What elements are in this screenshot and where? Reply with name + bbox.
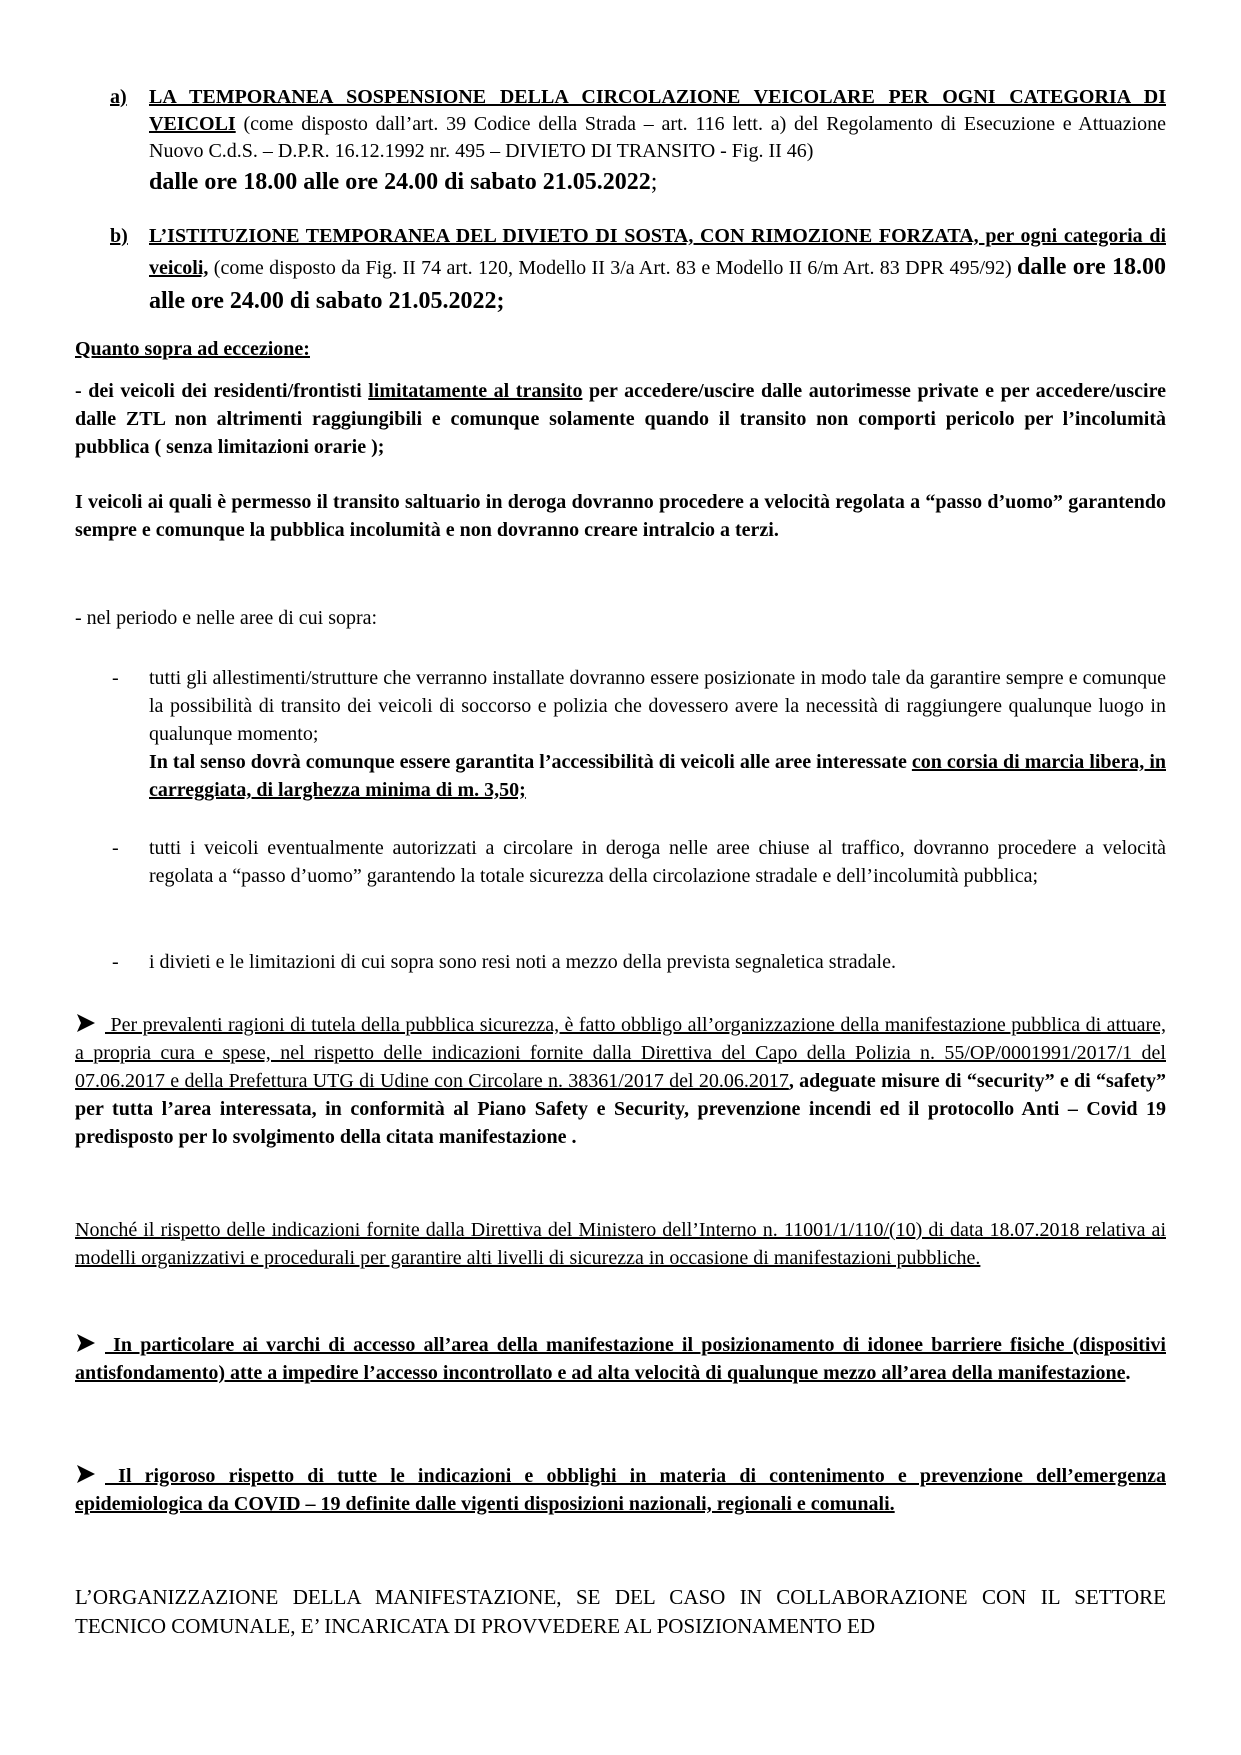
item-a-end: ; — [650, 169, 658, 195]
item-b-time: dalle ore 18.00 alle ore 24.00 di sabato 21.05.2022; — [149, 254, 1166, 314]
item-a — [110, 84, 1166, 199]
ministry-text: Nonché il rispetto delle indicazioni fornite dalla Direttiva del Ministero dell’Interno n. 11001/1/110/(10) di data 18.07.2018 relativa ai modelli organizzativi e procedurali per garantire alti livelli di sicurezza in occasione di manifestazioni pubbliche. — [75, 1219, 1166, 1269]
closing-text: L’ORGANIZZAZIONE DELLA MANIFESTAZIONE, SE DEL CASO IN COLLABORAZIONE CON IL SETTORE TECNICO COMUNALE, E’ INCARICATA DI PROVVEDERE AL POSIZIONAMENTO ED — [75, 1585, 1166, 1638]
item-a-time: dalle ore 18.00 alle ore 24.00 di sabato 21.05.2022 — [149, 169, 651, 195]
item-a-title: LA TEMPORANEA SOSPENSIONE DELLA CIRCOLAZIONE VEICOLARE PER OGNI CATEGORIA DI VEICOLI — [149, 86, 1166, 135]
ministry-paragraph — [75, 1216, 1166, 1272]
exception-1-underlined: limitatamente al transito — [368, 380, 583, 402]
exception-1 — [75, 377, 1166, 461]
barriers-end: . — [1125, 1362, 1131, 1384]
arrowhead-bullet-icon — [75, 1012, 97, 1034]
item-a-label: a) — [110, 86, 127, 108]
exception-heading-block — [75, 335, 1166, 363]
barriers-paragraph — [75, 1331, 1166, 1387]
arrowhead-bullet-icon — [75, 1332, 97, 1354]
bullet-1-bold-underlined: con corsia di marcia libera, in carreggiata, di larghezza minima di m. 3,50; — [149, 751, 1166, 801]
item-a-text: (come disposto dall’art. 39 Codice della Strada – art. 116 lett. a) del Regolamento di Esecuzione e Attuazione Nuovo C.d.S. – D.P.R. 16.12.1992 nr. 495 – DIVIETO DI TRANSITO - Fig. II 46) — [149, 113, 1166, 162]
covid-text: Il rigoroso rispetto di tutte le indicazioni e obblighi in materia di contenimento e prevenzione dell’emergenza epidemiologica da COVID – 19 definite dalle vigenti disposizioni nazionali, regionali e comunali. — [75, 1465, 1166, 1515]
bullet-1-bold: In tal senso dovrà comunque essere garantita l’accessibilità di veicoli alle aree interessate — [149, 751, 912, 773]
bullet-2-text: tutti i veicoli eventualmente autorizzati a circolare in deroga nelle aree chiuse al traffico, dovranno procedere a velocità regolata a “passo d’uomo” garantendo la totale sicurezza della circolazione stradale e dell’incolumità pubblica; — [149, 837, 1166, 887]
item-b-title: L’ISTITUZIONE TEMPORANEA DEL DIVIETO DI SOSTA, CON RIMOZIONE FORZATA, per ogni categoria di veicoli, — [149, 225, 1166, 279]
item-b-text: (come disposto da Fig. II 74 art. 120, Modello II 3/a Art. 83 e Modello II 6/m Art. 83 DPR 495/92) — [208, 257, 1018, 279]
item-b-label: b) — [110, 225, 128, 247]
bullet-2 — [149, 834, 1166, 890]
bullet-1-marker: - — [112, 667, 119, 689]
bullet-2-marker: - — [112, 837, 119, 859]
bullet-1 — [149, 664, 1166, 804]
covid-paragraph — [75, 1462, 1166, 1518]
exception-heading: Quanto sopra ad eccezione: — [75, 338, 310, 360]
exception-2-text: I veicoli ai quali è permesso il transito saltuario in deroga dovranno procedere a velocità regolata a “passo d’uomo” garantendo sempre e comunque la pubblica incolumità e non dovranno creare intralcio a terzi. — [75, 491, 1166, 541]
exception-1-post: per accedere/uscire dalle autorimesse private e per accedere/uscire dalle ZTL non altrimenti raggiungibili e comunque solamente quando il transito non comporti pericolo per l’incolumità pubblica ( senza limitazioni orarie ); — [75, 380, 1166, 458]
period-intro-text: - nel periodo e nelle aree di cui sopra: — [75, 607, 378, 629]
bullet-3-text: i divieti e le limitazioni di cui sopra sono resi noti a mezzo della prevista segnaletica stradale. — [149, 951, 896, 973]
bullet-1-text: tutti gli allestimenti/strutture che verranno installate dovranno essere posizionate in modo tale da garantire sempre e comunque la possibilità di transito dei veicoli di soccorso e polizia che dovessero avere la necessità di raggiungere qualunque luogo in qualunque momento; — [149, 667, 1166, 745]
security-paragraph — [75, 1011, 1166, 1151]
bullet-3 — [149, 948, 1166, 976]
security-underlined: Per prevalenti ragioni di tutela della pubblica sicurezza, è fatto obbligo all’organizzazione della manifestazione pubblica di attuare, a propria cura e spese, nel rispetto delle indicazioni fornite dalla Direttiva del Capo della Polizia n. 55/OP/0001991/2017/1 del 07.06.2017 e della Prefettura UTG di Udine con Circolare n. 38361/2017 del 20.06.2017 — [75, 1014, 1166, 1092]
arrowhead-bullet-icon — [75, 1463, 97, 1485]
barriers-text: In particolare ai varchi di accesso all’area della manifestazione il posizionamento di idonee barriere fisiche (dispositivi antisfondamento) atte a impedire l’accesso incontrollato e ad alta velocità di qualunque mezzo all’area della manifestazione — [75, 1334, 1166, 1384]
bullet-3-marker: - — [112, 951, 119, 973]
exception-2 — [75, 488, 1166, 544]
item-b — [110, 223, 1166, 318]
exception-1-pre: - dei veicoli dei residenti/frontisti — [75, 380, 369, 402]
closing-paragraph — [75, 1583, 1166, 1641]
security-bold: , adeguate misure di “security” e di “safety” per tutta l’area interessata, in conformità al Piano Safety e Security, prevenzione incendi ed il protocollo Anti – Covid 19 predisposto per lo svolgimento della citata manifestazione . — [75, 1070, 1166, 1148]
period-intro — [75, 604, 1166, 632]
